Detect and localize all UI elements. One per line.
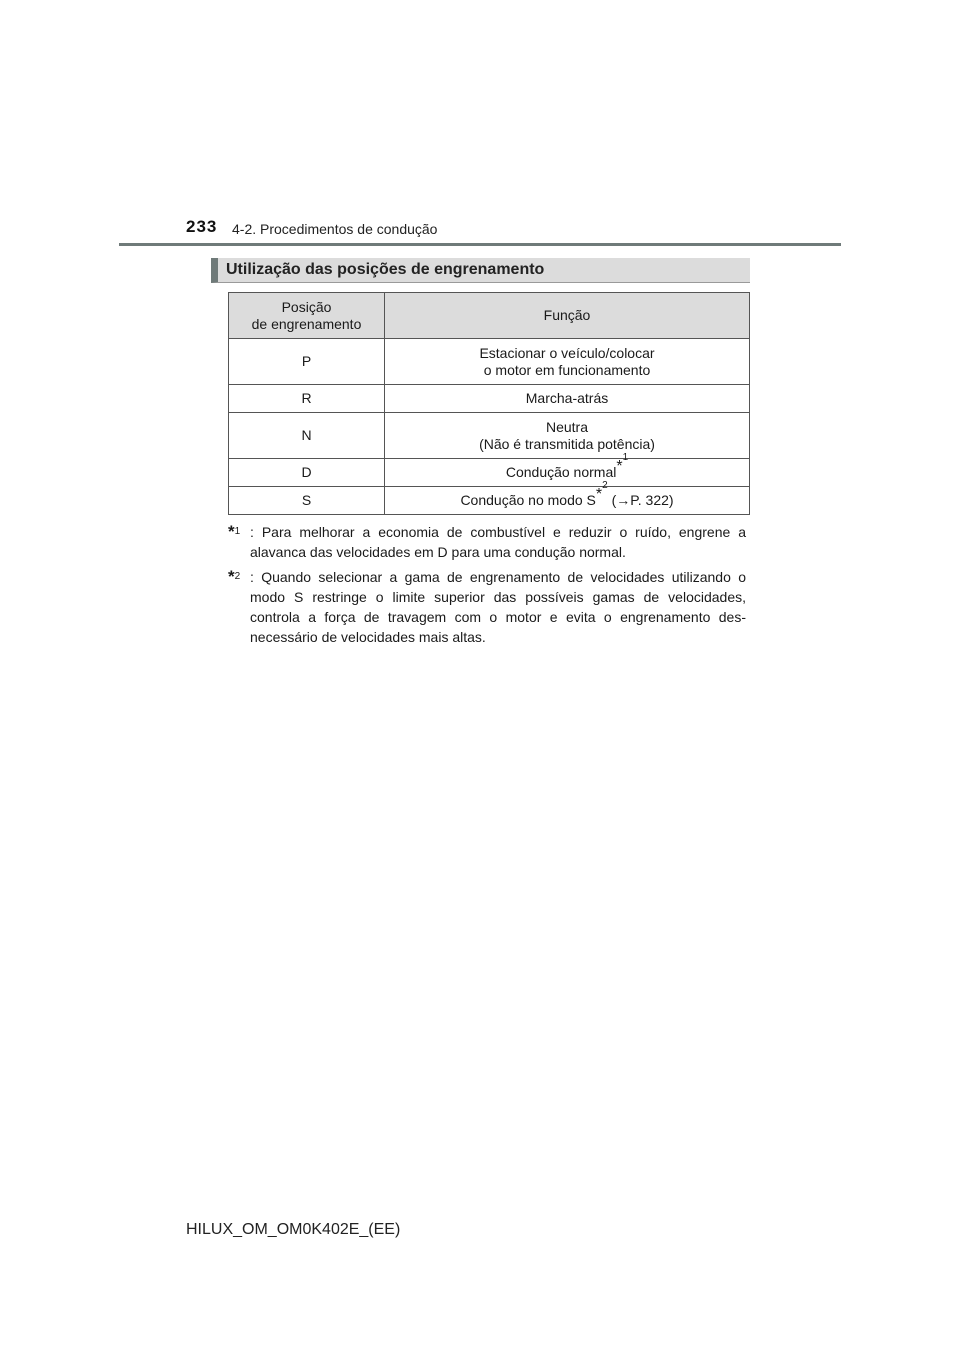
section-heading — [211, 258, 750, 283]
header-rule — [119, 243, 841, 246]
position-cell: N — [229, 413, 385, 459]
table-row — [229, 459, 750, 487]
section-title: Utilização das posições de engrenamento — [226, 261, 545, 278]
position-cell: D — [229, 459, 385, 487]
chapter-title: 4-2. Procedimentos de condução — [232, 221, 438, 237]
header-position: Posição de engrenamento — [229, 293, 385, 339]
function-cell: Neutra (Não é transmitida potência) — [385, 413, 750, 459]
page-number: 233 — [186, 217, 218, 236]
footnote-text: : Para melhorar a economia de combustível e reduzir o ruído, engrene a alavanca das velocidades em D para uma condução normal. — [250, 524, 746, 560]
function-cell: Condução normal$^{*^1}$ — [385, 459, 750, 487]
header-function: Função — [385, 293, 750, 339]
function-cell: Marcha-atrás — [385, 385, 750, 413]
footnote — [228, 522, 746, 562]
function-cell: Condução no modo $S^{*^2}$ (→P. 322) — [385, 487, 750, 515]
position-cell: S — [229, 487, 385, 515]
page-reference[interactable]: (→P. 322) — [611, 492, 674, 508]
table-row — [229, 339, 750, 385]
footnote — [228, 567, 746, 647]
footnote-marker: *2 — [595, 480, 608, 504]
table-row — [229, 413, 750, 459]
table-row — [229, 487, 750, 515]
position-cell: P — [229, 339, 385, 385]
gear-position-table — [228, 292, 750, 515]
footnote-marker: *1 — [616, 452, 629, 476]
footer-code: HILUX_OM_OM0K402E_(EE) — [186, 1221, 401, 1238]
footnote-marker: *$^2$ — [228, 567, 241, 586]
footnotes — [228, 522, 746, 652]
function-cell: Estacionar o veículo/colocar o motor em funcionamento — [385, 339, 750, 385]
table-row — [229, 385, 750, 413]
footnote-marker: *$^1$ — [228, 522, 241, 541]
footnote-text: : Quando selecionar a gama de engrenamento de velocidades utilizando o modo S restringe o limite superior das possíveis gamas de velocidades, controla a força de travagem com o motor e evita o engrenamento des-necessário de velocidades mais altas. — [250, 569, 746, 645]
position-cell: R — [229, 385, 385, 413]
table-header-row — [229, 293, 750, 339]
